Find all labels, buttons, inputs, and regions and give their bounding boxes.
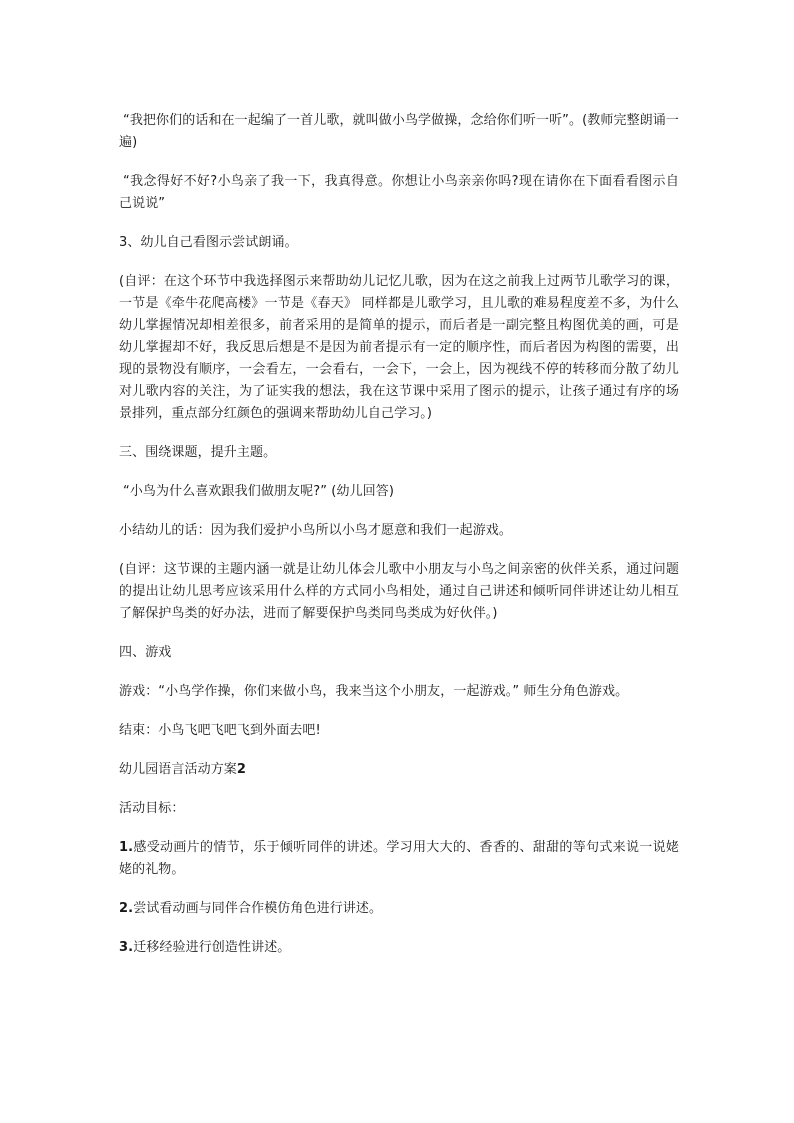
section-4-heading: 四、游戏 [119, 645, 172, 660]
objective-2-number: 2. [119, 901, 134, 916]
paragraph-poem-intro: “我把你们的话和在一起编了一首儿歌，就叫做小鸟学做操，念给你们听一听”。(教师完整朗诵一遍) [119, 113, 679, 150]
plan-title-number: 2 [236, 762, 247, 777]
objective-3-text: 迁移经验进行创造性讲述。 [133, 940, 291, 955]
step-3-recite: 3、幼儿自己看图示尝试朗诵。 [119, 235, 298, 250]
self-evaluation-2: (自评：这节课的主题内涵一就是让幼儿体会儿歌中小朋友与小鸟之间亲密的伙伴关系，通过问题的提出让幼儿思考应该采用什么样的方式同小鸟相处，通过自己讲述和倾听同伴讲述让幼儿相互了解保护鸟类的好办法，进而了解要保护鸟类同鸟类成为好伙伴。) [119, 562, 679, 621]
document-page [119, 110, 679, 976]
plan-2-title [119, 759, 679, 781]
objective-3 [119, 937, 679, 959]
paragraph-ending: 结束：小鸟飞吧飞吧飞到外面去吧! [119, 723, 321, 738]
objective-1-number: 1. [119, 840, 134, 855]
self-evaluation-1: (自评：在这个环节中我选择图示来帮助幼儿记忆儿歌，因为在这之前我上过两节儿歌学习的课，一节是《牵牛花爬高楼》一节是《春天》 同样都是儿歌学习，且儿歌的难易程度差不多，为什么幼儿掌握情况却相差很多，前者采用的是简单的提示，而后者是一副完整且构图优美的画，可是幼儿掌握却不好，我反思后想是不是因为前者提示有一定的顺序性，而后者因为构图的需要，出现的景物没有顺序，一会看左，一会看右，一会下，一会上，因为视线不停的转移而分散了幼儿对儿歌内容的关注，为了证实我的想法，我在这节课中采用了图示的提示，让孩子通过有序的场景排列，重点部分红颜色的强调来帮助幼儿自己学习。) [119, 274, 679, 421]
objective-3-number: 3. [119, 940, 134, 955]
paragraph-game: 游戏：“小鸟学作操，你们来做小鸟，我来当这个小朋友，一起游戏。” 师生分角色游戏。 [119, 684, 629, 699]
paragraph-bird-question: “小鸟为什么喜欢跟我们做朋友呢?” (幼儿回答) [123, 484, 395, 499]
objective-1-text: 感受动画片的情节，乐于倾听同伴的讲述。学习用大大的、香香的、甜甜的等句式来说一说姥姥的礼物。 [119, 840, 679, 877]
plan-title-text: 幼儿园语言活动方案 [119, 762, 237, 777]
paragraph-summary: 小结幼儿的话：因为我们爱护小鸟所以小鸟才愿意和我们一起游戏。 [119, 523, 513, 538]
section-3-heading: 三、围绕课题，提升主题。 [119, 445, 277, 460]
objective-2 [119, 898, 679, 920]
objectives-label: 活动目标： [119, 801, 185, 816]
objective-1 [119, 837, 679, 881]
paragraph-teacher-question: “我念得好不好?小鸟亲了我一下，我真得意。你想让小鸟亲亲你吗?现在请你在下面看看图示自己说说” [119, 174, 679, 211]
objective-2-text: 尝试看动画与同伴合作模仿角色进行讲述。 [133, 901, 383, 916]
